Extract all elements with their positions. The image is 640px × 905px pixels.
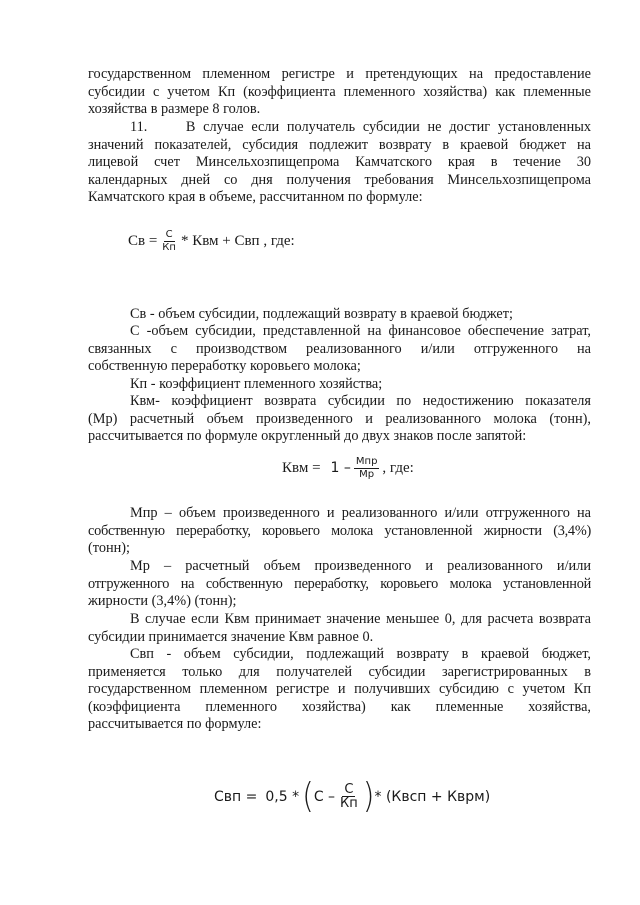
text-line: Квм- коэффициент возврата субсидии по недостижению показателя — [130, 393, 591, 409]
text-line: 11. В случае если получатель субсидии не достиг установленных — [130, 119, 591, 135]
formula-cv — [128, 230, 295, 253]
text-line: связанных с производством реализованного и/или отгруженного на — [88, 340, 591, 357]
definition-mpr — [88, 505, 591, 558]
fraction-c-over-kp — [160, 230, 178, 253]
fraction-denominator: Мр — [359, 468, 375, 480]
text-line: субсидии принимается значение Квм равное 0. — [88, 628, 374, 645]
text-line: отгруженного на собственную переработку, коровьего молока установленной — [88, 575, 591, 592]
text-line: рассчитывается по формуле: — [88, 716, 262, 733]
fraction-denominator: Кп — [340, 796, 358, 812]
formula-coef: 0,5 * — [265, 789, 300, 805]
text-line: рассчитывается по формуле округленный до двух знаков после запятой: — [88, 428, 527, 445]
formula-kvm — [282, 457, 414, 480]
formula-rest: , где: — [382, 459, 414, 476]
paren-open: ( — [302, 776, 314, 817]
definition-c — [88, 323, 591, 376]
text-line: Камчатского края в объеме, рассчитанном по формуле: — [88, 189, 423, 206]
fraction-numerator: С — [344, 781, 354, 797]
formula-lhs: Св = — [128, 232, 158, 249]
text-line: С -объем субсидии, представленной на финансовое обеспечение затрат, — [130, 323, 591, 339]
text-line: В случае если Квм принимает значение меньшее 0, для расчета возврата — [130, 611, 591, 627]
fraction-numerator: С — [165, 229, 173, 240]
text-line: Св - объем субсидии, подлежащий возврату в краевой бюджет; — [130, 306, 513, 322]
paragraph-11 — [88, 119, 591, 207]
text-line: жирности (3,4%) (тонн); — [88, 593, 237, 610]
text-line: Мпр – объем произведенного и реализованного и/или отгруженного на — [130, 505, 591, 521]
text-line: (Мр) расчетный объем произведенного и реализованного молока (тонн), — [88, 410, 591, 427]
text-line: значений показателей, субсидия подлежит возврату в краевой бюджет на — [88, 136, 591, 153]
formula-svp — [214, 776, 491, 817]
text-line: применяется только для получателей субсидии зарегистрированных в — [88, 663, 591, 680]
text-line: хозяйства в размере 8 голов. — [88, 101, 261, 118]
definition-kvm — [88, 393, 591, 446]
definition-mr — [88, 558, 591, 611]
fraction-c-over-kp — [338, 783, 360, 812]
text-line: государственном племенном регистре и претендующих на предоставление — [88, 66, 591, 82]
fraction-denominator: Кп — [162, 241, 176, 253]
text-line: (коэффициента племенного хозяйства) как племенные хозяйства, — [88, 698, 591, 715]
formula-rest: * (Квсп + Кврм) — [374, 789, 491, 805]
formula-lhs: Свп = — [214, 789, 258, 805]
formula-lhs: Квм = — [282, 459, 321, 476]
definition-kp — [88, 376, 591, 394]
text-line: лицевой счет Минсельхозпищепрома Камчатского края в течение 30 — [88, 154, 591, 171]
fraction-mpr-over-mr — [354, 457, 380, 480]
text-line: Мр – расчетный объем произведенного и реализованного и/или — [130, 558, 591, 574]
text-line: Кп - коэффициент племенного хозяйства; — [130, 376, 383, 392]
text-line: собственную переработку, коровьего молока установленной жирности (3,4%) — [88, 522, 591, 539]
text-line: (тонн); — [88, 540, 131, 557]
fraction-numerator: Мпр — [355, 456, 378, 467]
paragraph-intro — [88, 66, 591, 119]
paren-close: ) — [362, 776, 375, 817]
text-line: субсидии с учетом Кп (коэффициента племенного хозяйства) как племенные — [88, 83, 591, 100]
paragraph-kvm-zero — [88, 611, 591, 646]
formula-one-minus: 1 – — [330, 460, 351, 477]
text-line: собственную переработку коровьего молока; — [88, 358, 361, 375]
text-line: календарных дней со дня получения требования Минсельхозпищепрома — [88, 171, 591, 188]
formula-rest: * Квм + Свп , где: — [180, 232, 295, 249]
definition-cv — [88, 306, 591, 324]
formula-c-minus: С – — [313, 789, 336, 805]
definition-svp — [88, 646, 591, 734]
text-line: Свп - объем субсидии, подлежащий возврату в краевой бюджет, — [130, 646, 591, 662]
text-line: государственном племенном регистре и получивших субсидию с учетом Кп — [88, 681, 591, 698]
